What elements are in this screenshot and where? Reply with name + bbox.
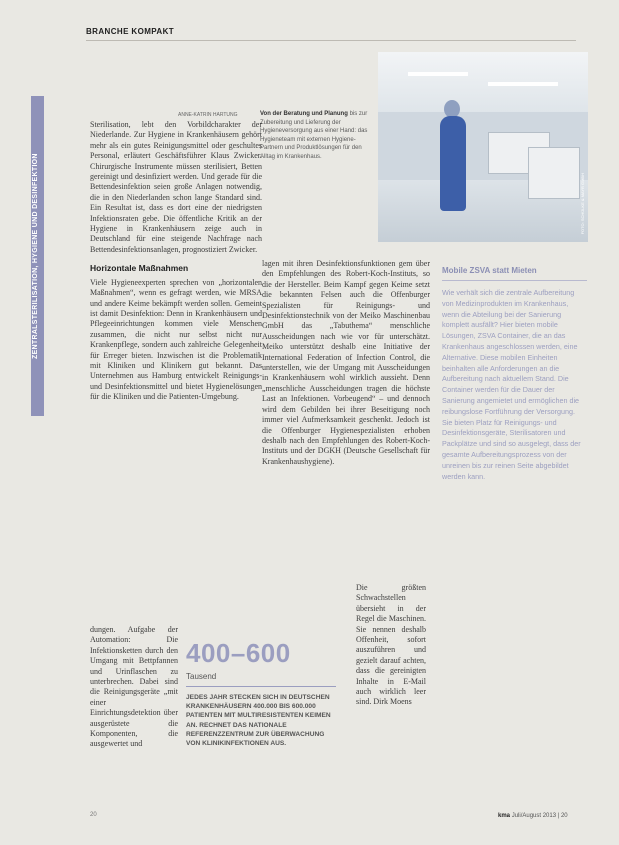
photo-credit: FOTO: SCHÜLKE & MAYR GMBH — [580, 172, 585, 234]
sidebar-text: Wie verhält sich die zentrale Aufbereitung von Medizinprodukten im Krankenhaus, wenn die Abteilung bei der Sanierung komplett ausfällt? Hier bieten mobile Lösungen, ZSVA Container, die an das Krankenhaus angeschlossen werden, eine Alternative. Diese mobilen Einheiten beinhalten alle Anforderungen an die Aufbereitung nach aktuellem Stand. Die Container werden für die Dauer der Sanierung angemietet und ermöglichen die reibungslose Fortführung der Versorgung. Sie bieten Platz für Reinigungs- und Desinfektionsgeräte, Sterilisatoren und Packplätze und sind so ausgelegt, dass der gesamte Aufbereitungsprozess von der unreinen bis zur reinen Seite abgebildet werden kann. — [442, 288, 581, 481]
column1b-text: dungen. Aufgabe der Automation: Die Infektionsketten durch den Umgang mit Bettpfannen und Urinflaschen zu unterbrechen. Dabei sind die Reinigungsgeräte „mit einer Einrichtungsdetektion über ausgerüstete die Komponenten, die ausgewertet und — [90, 625, 178, 749]
page-number-right: 20 — [560, 813, 568, 819]
article-column-1 — [90, 120, 262, 403]
issue-date: Juli/August 2013 — [511, 813, 557, 819]
photo-equipment — [528, 147, 580, 199]
side-tab — [31, 96, 44, 416]
photo-caption — [260, 110, 373, 161]
caption-lead: Von der Beratung und Planung — [260, 111, 348, 117]
column1-intro: Sterilisation, lebt den Vorbildcharakter der Niederlande. Zur Hygiene in Krankenhäusern gehört mehr als ein gutes Reinigungsmittel oder geschultes Personal, erläutert Geschäftsführer Klaus Zwicker. Chirurgische Instrumente müssen sterilisiert, Betten gereinigt und desinfiziert werden. Und gerade für die Bettendesinfektion seien große Anlagen notwendig, die in den Niederlanden schon lange Standard sind. Ein Resultat ist, dass es dort eine der niedrigsten Infektionsraten gebe. Die öffentliche Kritik an der Hygiene in Krankenhäusern zeige auch in Deutschland für eine steigende Nachfrage nach Bettendesinfektionsanlagen, prognostiziert Zwicker. — [90, 120, 262, 254]
header-rule — [86, 40, 576, 41]
photo-ceiling-light — [488, 82, 558, 86]
photo-ceiling-light — [408, 72, 468, 76]
article-column-2 — [262, 259, 430, 467]
article-column-2-continued — [356, 583, 426, 708]
column2b-text: Die größten Schwachstellen übersieht in der Regel die Maschinen. Sie nennen deshalb Offenheit, sofort auszuführen und gezielt darauf achten, dass die gereinigten Inhalte in E-Mail auch wirklich leer sind. Dirk Moens — [356, 583, 426, 707]
stat-rule — [186, 686, 336, 687]
author-credit: ANNE-KATRIN HARTUNG — [178, 112, 238, 118]
column1-body: Viele Hygieneexperten sprechen von „horizontalen Maßnahmen“, wenn es gefragt werden, wie MRSA und andere Keime bekämpft werden sollen. Gemeint ist damit Desinfektion: Denn in Krankenhäusern und Pflegeeinrichtungen kommen viele Menschen zusammen, die nicht nur selbst nicht nur Krankenpflege, sondern auch zahlreiche Gelegenheit für Erreger bieten. Inzwischen ist die Problematik mit Kliniken und Klinikern gut bekannt. Das Unternehmen aus Hamburg entwickelt Reinigungs- und Desinfektionsmittel und bietet Hygienelösungen für die Kliniken und die Patienten-Umgebung. — [90, 277, 262, 402]
article-column-1-continued — [90, 625, 178, 750]
page-footer — [498, 813, 568, 819]
magazine-name: kma — [498, 813, 511, 819]
page-number-left: 20 — [90, 812, 97, 818]
footer-separator: | — [557, 813, 560, 819]
stat-unit: Tausend — [186, 672, 217, 681]
stat-value: 400–600 — [186, 638, 291, 668]
sidebar-title: Mobile ZSVA statt Mieten — [442, 266, 537, 275]
photo-person — [440, 116, 466, 211]
side-tab-label: ZENTRALSTERILISATION, HYGIENE UND DESINFEKTION — [32, 153, 39, 359]
subheading: Horizontale Maßnahmen — [90, 263, 189, 274]
sidebar-rule — [442, 280, 587, 281]
stat-text: JEDES JAHR STECKEN SICH IN DEUTSCHEN KRANKENHÄUSERN 400.000 BIS 600.000 PATIENTEN MIT MULTIRESISTENTEN KEIMEN AN. RECHNET DAS NATIONALE REFERENZZENTRUM ZUR ÜBERWACHUNG VON KLINIKINFEKTIONEN AUS. — [186, 694, 331, 748]
caption-text: bis zur Zubereitung und Lieferung der Hygieneversorgung aus einer Hand: das Hygieneteam mit externen Hygiene-Partnern und Produktlösungen für den Alltag im Krankenhaus. — [260, 111, 368, 160]
column2-text: lagen mit ihren Desinfektionsfunktionen gem über den Empfehlungen des Robert-Koch-Instituts, so die der Hersteller. Beim Kampf gegen Keime setzt die bekannten Felsen auch die Offenburger Spezialisten für Reinigungs- und Desinfektionstechnik von der Meiko Maschinenbau GmbH das „Tabuthema“ menschliche Ausscheidungen nach wie vor für unterschätzt. Meiko unterstützt deshalb eine Initiative der International Federation of Infection Control, die unterstellen, wie der Umgang mit Ausscheidungen in Krankenhäusern wohl wirklich aussieht. Denn „menschliche Ausscheidungen tragen die höchste Last an Infektionen. Vorbeugend“ – und dennoch wird dem Gebilden bei ihrer Beseitigung noch immer viel Aufmerksamkeit geschenkt. Jedoch ist die Offenburger Hygienespezialisten erhoben deshalb nach den Empfehlungen des Robert-Koch-Instituts und der DGKH (Deutsche Gesellschaft für Krankenhaushygiene). — [262, 259, 430, 466]
hospital-photo — [378, 52, 588, 242]
section-header: BRANCHE KOMPAKT — [86, 27, 175, 36]
